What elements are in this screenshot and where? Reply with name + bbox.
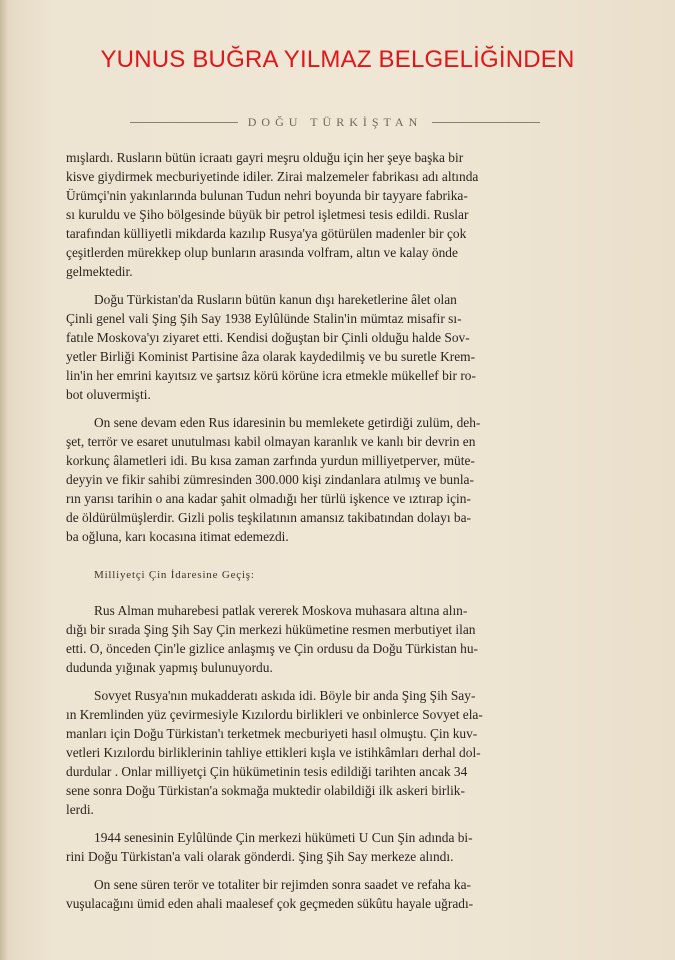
article-body bbox=[66, 148, 586, 922]
text-line: Sovyet Rusya'nın mukadderatı askıda idi. Böyle bir anda Şing Şih Say- bbox=[94, 688, 476, 703]
text-line: Rus Alman muharebesi patlak vererek Moskova muhasara altına alın- bbox=[94, 603, 468, 618]
text-line: Çinli genel vali Şing Şih Say 1938 Eylûlünde Stalin'in mümtaz misafir sı- bbox=[66, 311, 462, 326]
text-line: ba oğluna, karı kocasına itimat edemezdi. bbox=[66, 529, 289, 544]
text-line: deyyin ve fikir sahibi zümresinden 300.000 kişi zindanlara atılmış ve bunla- bbox=[66, 472, 474, 487]
text-line: etti. O, önceden Çin'le gizlice anlaşmış ve Çin ordusu da Doğu Türkistan hu- bbox=[66, 641, 478, 656]
paragraph-group-2 bbox=[66, 601, 586, 913]
paragraph bbox=[66, 686, 586, 819]
text-line: rın yarısı tarihin o ana kadar şahit olmadığı her türlü işkence ve ıztırap için- bbox=[66, 491, 471, 506]
text-line: fatıle Moskova'yı ziyaret etti. Kendisi doğuştan bir Çinli olduğu halde Sov- bbox=[66, 330, 470, 345]
text-line: manları için Doğu Türkistan'ı terketmek mecburiyeti hasıl olmuştu. Çin kuv- bbox=[66, 726, 478, 741]
paragraph bbox=[66, 413, 586, 546]
text-line: kisve giydirmek mecburiyetinde idiler. Zirai malzemeler fabrikası adı altında bbox=[66, 169, 479, 184]
paragraph bbox=[66, 601, 586, 677]
text-line: vuşulacağını ümid eden ahali maalesef çok geçmeden sükûtu hayale uğradı- bbox=[66, 896, 474, 911]
text-line: tarafından külliyetli mikdarda kazılıp Rusya'ya götürülen madenler bir çok bbox=[66, 226, 467, 241]
text-line: gelmektedir. bbox=[66, 264, 133, 279]
text-line: lerdi. bbox=[66, 802, 94, 817]
header-rule-left bbox=[130, 122, 238, 123]
text-line: Ürümçi'nin yakınlarında bulunan Tudun nehri boyunda bir tayyare fabrika- bbox=[66, 188, 468, 203]
running-header bbox=[130, 112, 540, 132]
text-line: de öldürülmüşlerdir. Gizli polis teşkilatının amansız takibatından dolayı ba- bbox=[66, 510, 471, 525]
text-line: sene sonra Doğu Türkistan'a sokmağa muktedir olabildiği ilk askeri birlik- bbox=[66, 783, 465, 798]
section-subheading: Milliyetçi Çin İdaresine Geçiş: bbox=[94, 569, 255, 581]
text-line: yetler Birliği Kominist Partisine âza olarak kaydedilmiş ve bu suretle Krem- bbox=[66, 349, 476, 364]
text-line: vetleri Kızılordu birliklerinin tahliye ettikleri kışla ve istihkâmları derhal dol- bbox=[66, 745, 481, 760]
text-line: bot oluvermişti. bbox=[66, 387, 151, 402]
text-line: On sene süren terör ve totaliter bir rejimden sonra saadet ve refaha ka- bbox=[94, 877, 472, 892]
text-line: mışlardı. Rusların bütün icraatı gayri meşru olduğu için her şeye başka bir bbox=[66, 150, 464, 165]
text-line: şet, terrör ve esaret unutulması kabil olmayan karanlık ve kanlı bir devrin en bbox=[66, 434, 476, 449]
text-line: Doğu Türkistan'da Rusların bütün kanun dışı hareketlerine âlet olan bbox=[94, 292, 457, 307]
text-line: sı kuruldu ve Şiho bölgesinde büyük bir petrol işletmesi tesis edildi. Ruslar bbox=[66, 207, 469, 222]
paragraph bbox=[66, 875, 586, 913]
text-line: 1944 senesinin Eylûlünde Çin merkezi hükümeti U Cun Şin adında bi- bbox=[94, 830, 473, 845]
page-binding-edge bbox=[0, 0, 8, 960]
text-line: dudunda yığınak yapmış bulunuyordu. bbox=[66, 660, 273, 675]
paragraph bbox=[66, 290, 586, 404]
archive-stamp: YUNUS BUĞRA YILMAZ BELGELİĞİNDEN bbox=[100, 46, 575, 73]
text-line: rini Doğu Türkistan'a vali olarak gönderdi. Şing Şih Say merkeze alındı. bbox=[66, 849, 454, 864]
text-line: durdular . Onlar milliyetçi Çin hükümetinin tesis edildiği tarihten ancak 34 bbox=[66, 764, 468, 779]
text-line: ın Kremlinden yüz çevirmesiyle Kızılordu birlikleri ve onbinlerce Sovyet ela- bbox=[66, 707, 483, 722]
text-line: lin'in her emrini kayıtsız ve şartsız körü körüne icra etmekle mükellef bir ro- bbox=[66, 368, 476, 383]
text-line: dığı bir sırada Şing Şih Say Çin merkezi hükümetine resmen merbutiyet ilan bbox=[66, 622, 476, 637]
paragraph-group-1 bbox=[66, 148, 586, 546]
text-line: çeşitlerden mürekkep olup bunların arasında volfram, altın ve kalay önde bbox=[66, 245, 458, 260]
text-line: korkunç âlametleri idi. Bu kısa zaman zarfında yurdun milliyetperver, müte- bbox=[66, 453, 475, 468]
paragraph bbox=[66, 148, 586, 281]
running-header-text: DOĞU TÜRKİŞTAN bbox=[247, 114, 423, 129]
header-rule-right bbox=[432, 122, 540, 123]
text-line: On sene devam eden Rus idaresinin bu memlekete getirdiği zulüm, deh- bbox=[94, 415, 481, 430]
paragraph bbox=[66, 828, 586, 866]
